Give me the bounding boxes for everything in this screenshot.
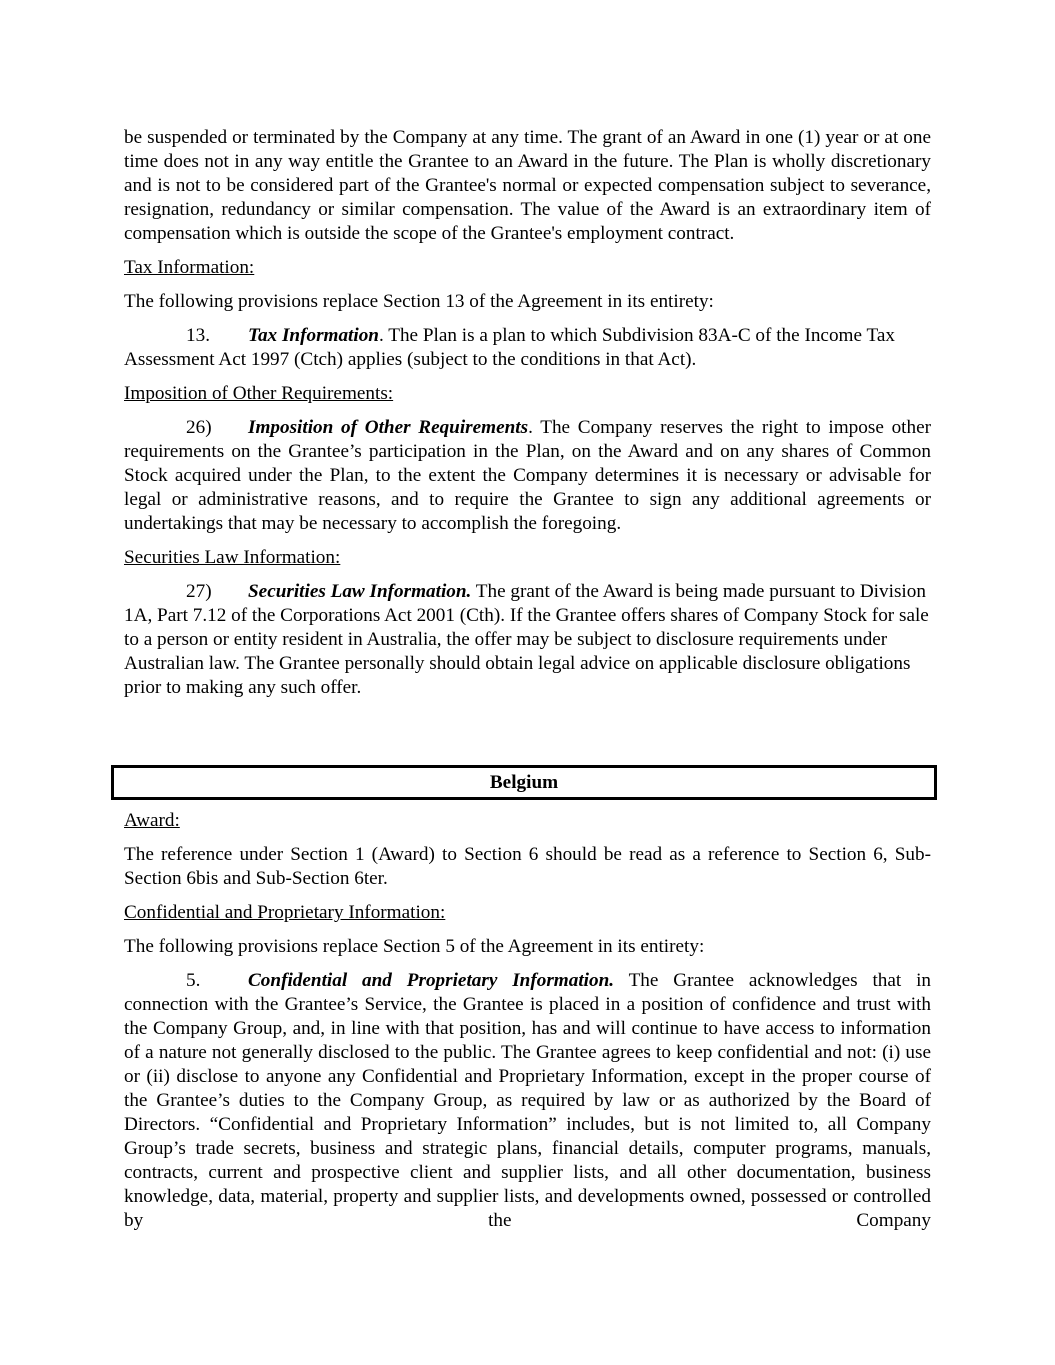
award-heading: Award: — [124, 810, 180, 831]
belgium-section — [124, 809, 931, 1233]
australia-section — [124, 126, 931, 700]
clause-number: 27) — [186, 581, 212, 602]
confidential-lead: The following provisions replace Section 5 of the Agreement in its entirety: — [124, 936, 705, 957]
clause-text: The Grantee acknowledges that in connection with the Grantee’s Service, the Grantee is placed in a position of confidence and trust with the Company Group, and, in line with that position, has and will continue to have access to information of a nature not generally disclosed to the public. The Grantee agrees to keep confidential and not: (i) use or (ii) disclose to anyone any Confidential and Proprietary Information, except in the proper course of the Grantee’s duties to the Company Group, as required by law or as authorized by the Board of Directors. “Confidential and Proprietary Information” includes, but is not limited to, all Company Group’s trade secrets, business and strategic plans, financial details, computer programs, manuals, contracts, current and prospective client and supplier lists, and all other documentation, business knowledge, data, material, property and supplier lists, and developments owned, possessed or controlled by the Company — [124, 970, 932, 1231]
clause-title: Securities Law Information. — [248, 581, 472, 602]
clause-title: Tax Information — [248, 325, 379, 346]
confidential-heading: Confidential and Proprietary Information: — [124, 902, 446, 923]
imposition-clause — [124, 416, 931, 536]
award-text: The reference under Section 1 (Award) to Section 6 should be read as a reference to Section 6, Sub-Section 6bis and Sub-Section 6ter. — [124, 844, 931, 889]
clause-title: Imposition of Other Requirements — [248, 417, 529, 438]
clause-number: 26) — [186, 417, 212, 438]
tax-information-clause — [124, 324, 931, 372]
securities-law-clause — [124, 580, 931, 700]
clause-text: . The Company reserves the right to impose other requirements on the Grantee’s participation in the Plan, on the Award and on any shares of Common Stock acquired under the Plan, to the extent the Company determines it is necessary or advisable for legal or administrative reasons, and to require the Grantee to sign any additional agreements or undertakings that may be necessary to accomplish the foregoing. — [124, 417, 931, 534]
clause-text: The grant of the Award is being made pursuant to Division 1A, Part 7.12 of the Corporations Act 2001 (Cth). If the Grantee offers shares of Company Stock for sale to a person or entity resident in Australia, the offer may be subject to disclosure requirements under Australian law. The Grantee personally should obtain legal advice on applicable disclosure obligations prior to making any such offer. — [124, 581, 929, 698]
securities-law-heading: Securities Law Information: — [124, 547, 341, 568]
confidential-clause — [124, 969, 931, 1233]
imposition-heading: Imposition of Other Requirements: — [124, 383, 394, 404]
clause-number: 13. — [186, 325, 210, 346]
tax-information-lead: The following provisions replace Section 13 of the Agreement in its entirety: — [124, 291, 714, 312]
tax-information-heading: Tax Information: — [124, 257, 255, 278]
clause-number: 5. — [186, 970, 201, 991]
country-banner-belgium: Belgium — [111, 765, 937, 800]
clause-title: Confidential and Proprietary Information. — [248, 970, 615, 991]
clause-text: . The Plan is a plan to which Subdivision 83A-C of the Income Tax Assessment Act 1997 (Ctch) applies (subject to the conditions in that Act). — [124, 325, 895, 370]
intro-paragraph: be suspended or terminated by the Company at any time. The grant of an Award in one (1) year or at one time does not in any way entitle the Grantee to an Award in the future. The Plan is wholly discretionary and is not to be considered part of the Grantee's normal or expected compensation subject to severance, resignation, redundancy or similar compensation. The value of the Award is an extraordinary item of compensation which is outside the scope of the Grantee's employment contract. — [124, 127, 931, 244]
